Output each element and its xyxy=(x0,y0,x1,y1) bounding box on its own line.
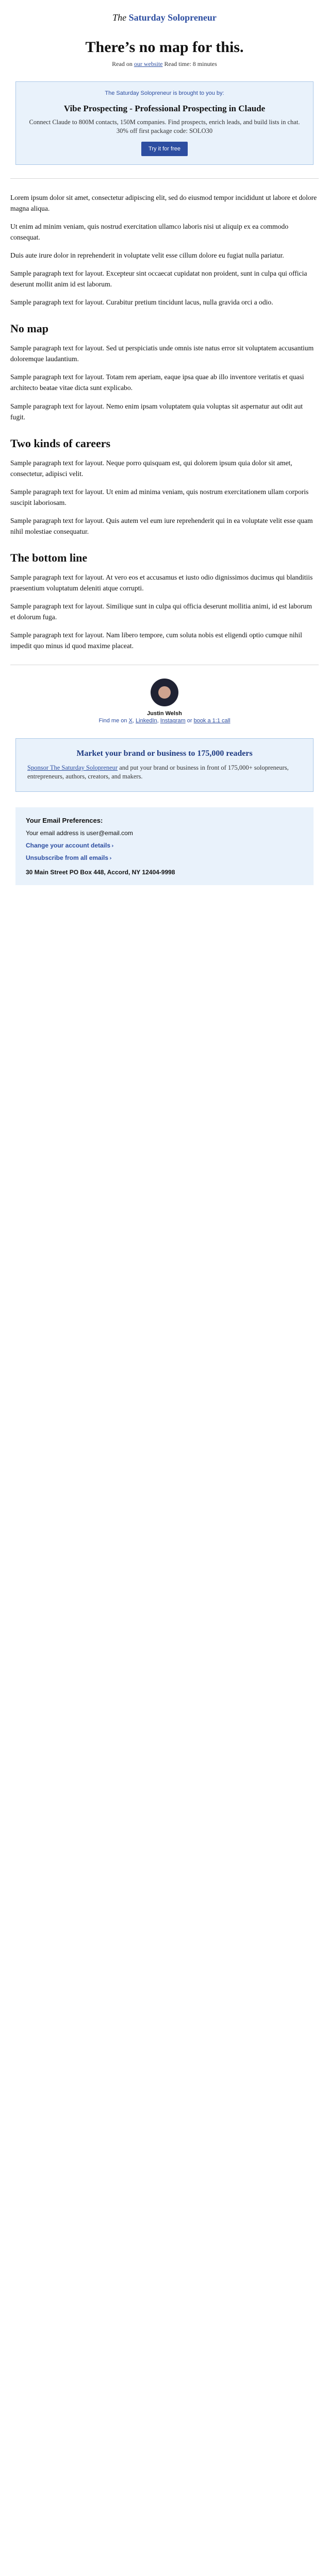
paragraph: Duis aute irure dolor in reprehenderit in voluptate velit esse cillum dolore eu fugiat nulla pariatur. xyxy=(10,251,284,259)
author-card xyxy=(10,679,319,724)
email-preferences xyxy=(15,807,314,885)
change-account-link[interactable] xyxy=(26,842,303,849)
paragraph: Sample paragraph text for layout. Similique sunt in culpa qui officia deserunt mollitia animi, id est laborum et dolorum fuga. xyxy=(10,602,312,621)
content-wrap xyxy=(0,0,329,906)
masthead xyxy=(10,0,319,68)
author-link-instagram[interactable]: Instagram xyxy=(160,718,186,724)
sponsor-link[interactable]: Sponsor The Saturday Solopreneur xyxy=(27,764,118,772)
paragraph: Sample paragraph text for layout. Excepteur sint occaecat cupidatat non proident, sunt in culpa qui officia deserunt mollit anim id est laborum. xyxy=(10,269,307,289)
avatar-face-icon xyxy=(158,686,171,699)
paragraph: Sample paragraph text for layout. Nam libero tempore, cum soluta nobis est eligendi optio cumque nihil impedit quo minus id quod maxime placeat. xyxy=(10,631,302,650)
chevron-right-icon: › xyxy=(111,842,114,850)
paragraph: Lorem ipsum dolor sit amet, consectetur adipiscing elit, sed do eiusmod tempor incididunt ut labore et dolore magna aliqua. xyxy=(10,193,317,212)
author-link-x[interactable]: X xyxy=(128,718,133,724)
paragraph: Sample paragraph text for layout. Totam rem aperiam, eaque ipsa quae ab illo inventore veritatis et quasi architecto beatae vitae dicta sunt explicabo. xyxy=(10,373,304,392)
article-body xyxy=(10,192,319,652)
sponsor-top xyxy=(15,81,314,165)
paragraph: Sample paragraph text for layout. Quis autem vel eum iure reprehenderit qui in ea voluptate velit esse quam nihil molestiae consequatur. xyxy=(10,516,313,535)
cta-headline: Market your brand or business to 175,000 readers xyxy=(76,749,253,758)
page-title: There’s no map for this. xyxy=(85,39,244,56)
author-link-call[interactable]: book a 1:1 call xyxy=(193,718,231,724)
section xyxy=(10,457,319,537)
paragraph: Sample paragraph text for layout. Sed ut perspiciatis unde omnis iste natus error sit voluptatem accusantium doloremque laudantium. xyxy=(10,344,314,363)
avatar xyxy=(151,679,178,706)
bottom-spacer xyxy=(10,885,319,906)
paragraph: Sample paragraph text for layout. At vero eos et accusamus et iusto odio dignissimos ducimus qui blanditiis praesentium voluptatum deleniti atque corrupti. xyxy=(10,573,313,592)
author-name: Justin Welsh xyxy=(147,710,182,717)
section-title: The bottom line xyxy=(10,551,88,564)
unsubscribe-link[interactable] xyxy=(26,854,303,861)
sponsor-cta xyxy=(15,738,314,792)
section-title: Two kinds of careers xyxy=(10,436,111,450)
paragraph: Sample paragraph text for layout. Ut enim ad minima veniam, quis nostrum exercitationem ullam corporis suscipit laboriosam. xyxy=(10,487,309,506)
read-online xyxy=(10,60,319,68)
section xyxy=(10,343,319,422)
intro xyxy=(10,192,319,308)
author-links-suffix: or xyxy=(187,718,192,724)
paragraph: Ut enim ad minim veniam, quis nostrud exercitation ullamco laboris nisi ut aliquip ex ea commodo consequat. xyxy=(10,222,289,241)
try-free-button[interactable]: Try it for free xyxy=(141,142,188,156)
brand xyxy=(10,12,319,23)
read-online-suffix: Read time: 8 minutes xyxy=(164,60,217,67)
paragraph: Sample paragraph text for layout. Nemo enim ipsam voluptatem quia voluptas sit aspernatur aut odit aut fugit. xyxy=(10,402,303,421)
sponsor-copy: Connect Claude to 800M contacts, 150M companies. Find prospects, enrich leads, and build lists in chat. 30% off first package code: SOLO30 xyxy=(29,118,300,134)
cta-copy xyxy=(27,764,302,781)
author-links: Find me on X, LinkedIn, Instagram or book a 1:1 call xyxy=(98,718,231,724)
read-online-link[interactable]: our website xyxy=(134,60,163,67)
sponsor-headline: Vibe Prospecting - Professional Prospecting in Claude xyxy=(63,104,266,113)
postal-address: 30 Main Street PO Box 448, Accord, NY 12404-9998 xyxy=(26,869,175,876)
section xyxy=(10,572,319,651)
brand-the: The xyxy=(112,12,127,23)
section-title: No map xyxy=(10,322,48,335)
email-address-line: Your email address is user@email.com xyxy=(26,829,133,837)
divider xyxy=(10,178,319,179)
prefs-title: Your Email Preferences: xyxy=(26,817,103,825)
cta-copy-rest: and put your brand or business in front of 175,000+ solopreneurs, entrepreneurs, authors, creators, and makers. xyxy=(27,764,289,781)
sponsor-kicker: The Saturday Solopreneur is brought to you by: xyxy=(105,90,224,96)
read-online-prefix: Read on xyxy=(112,60,133,67)
paragraph: Sample paragraph text for layout. Curabitur pretium tincidunt lacus, nulla gravida orci a odio. xyxy=(10,298,273,307)
unsubscribe-label: Unsubscribe from all emails xyxy=(26,854,109,862)
author-links-prefix: Find me on xyxy=(98,718,127,724)
brand-name: Saturday Solopreneur xyxy=(128,12,217,23)
chevron-right-icon: › xyxy=(109,855,112,862)
author-link-linkedin[interactable]: LinkedIn xyxy=(136,718,157,724)
paragraph: Sample paragraph text for layout. Neque porro quisquam est, qui dolorem ipsum quia dolor sit amet, consectetur, adipisci velit. xyxy=(10,459,292,478)
change-account-label: Change your account details xyxy=(26,842,111,850)
